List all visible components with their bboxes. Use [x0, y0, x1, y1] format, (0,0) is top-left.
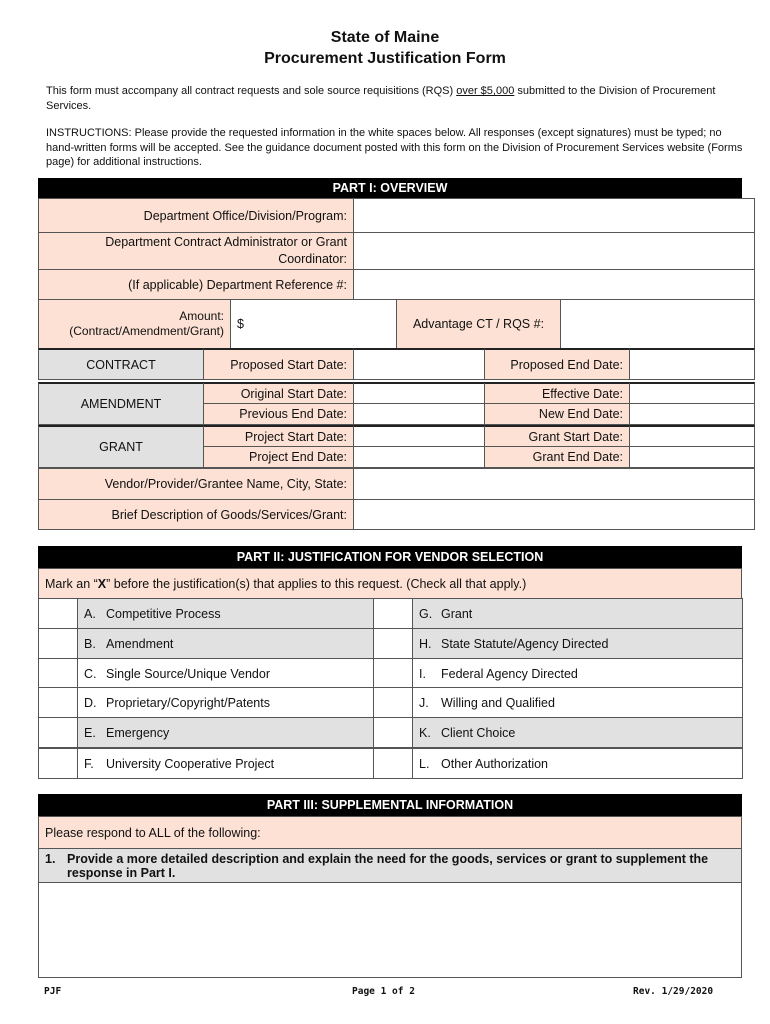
option-key: J.: [419, 695, 429, 710]
checkbox-l[interactable]: [373, 748, 413, 779]
mark-instruction-text-1: Mark an “: [45, 576, 98, 591]
intro-text-2: submitted to the Division of Procurement Services.: [46, 85, 716, 112]
contract-label: CONTRACT: [38, 348, 204, 380]
new-end-label: New End Date:: [484, 403, 630, 425]
option-a: [77, 598, 374, 629]
advantage-label: Advantage CT / RQS #:: [396, 299, 561, 349]
dept-office-input[interactable]: [353, 198, 755, 233]
brief-desc-input[interactable]: [353, 499, 755, 530]
option-k: [412, 717, 743, 748]
option-key: K.: [419, 725, 431, 740]
new-end-input[interactable]: [629, 403, 755, 425]
option-h: [412, 628, 743, 659]
checkbox-d[interactable]: [38, 687, 78, 718]
project-end-label: Project End Date:: [203, 446, 354, 468]
dept-office-label: Department Office/Division/Program:: [38, 198, 354, 233]
checkbox-g[interactable]: [373, 598, 413, 629]
mark-instruction: [38, 568, 742, 599]
vendor-label: Vendor/Provider/Grantee Name, City, State:: [38, 468, 354, 500]
option-label: State Statute/Agency Directed: [441, 636, 609, 651]
checkbox-e[interactable]: [38, 717, 78, 748]
option-key: H.: [419, 636, 432, 651]
dollar-sign: $: [237, 317, 244, 331]
footer-page: Page 1 of 2: [352, 986, 415, 997]
proposed-end-label: Proposed End Date:: [484, 348, 630, 380]
part1-heading: PART I: OVERVIEW: [38, 178, 742, 198]
vendor-input[interactable]: [353, 468, 755, 500]
question-1-response[interactable]: [38, 882, 742, 978]
intro-threshold: over $5,000: [456, 85, 515, 97]
option-g: [412, 598, 743, 629]
option-label: Emergency: [106, 725, 170, 740]
option-label: University Cooperative Project: [106, 756, 275, 771]
option-key: A.: [84, 606, 96, 621]
proposed-start-input[interactable]: [353, 348, 485, 380]
option-e: [77, 717, 374, 748]
question-1: [38, 848, 742, 883]
option-i: [412, 658, 743, 689]
checkbox-k[interactable]: [373, 717, 413, 748]
brief-desc-label: Brief Description of Goods/Services/Grant:: [38, 499, 354, 530]
effective-date-input[interactable]: [629, 382, 755, 404]
mark-x: X: [97, 576, 107, 591]
option-label: Federal Agency Directed: [441, 666, 578, 681]
previous-end-input[interactable]: [353, 403, 485, 425]
option-key: C.: [84, 666, 97, 681]
project-start-input[interactable]: [353, 425, 485, 447]
intro-paragraph: [46, 84, 746, 113]
previous-end-label: Previous End Date:: [203, 403, 354, 425]
original-start-input[interactable]: [353, 382, 485, 404]
amendment-label: AMENDMENT: [38, 382, 204, 425]
option-key: G.: [419, 606, 433, 621]
advantage-input[interactable]: [560, 299, 755, 349]
checkbox-i[interactable]: [373, 658, 413, 689]
option-c: [77, 658, 374, 689]
form-title-state: State of Maine: [330, 29, 440, 46]
option-label: Client Choice: [441, 725, 516, 740]
checkbox-f[interactable]: [38, 748, 78, 779]
option-key: L.: [419, 756, 430, 771]
option-key: F.: [84, 756, 94, 771]
option-label: Competitive Process: [106, 606, 221, 621]
option-l: [412, 748, 743, 779]
form-title: Procurement Justification Form: [264, 50, 506, 67]
footer-form-code: PJF: [44, 986, 62, 997]
mark-instruction-text-2: ” before the justification(s) that applies to this request. (Check all that apply.): [106, 576, 527, 591]
option-label: Grant: [441, 606, 473, 621]
option-key: I.: [419, 666, 426, 681]
checkbox-b[interactable]: [38, 628, 78, 659]
grant-end-label: Grant End Date:: [484, 446, 630, 468]
intro-text-1: This form must accompany all contract requests and sole source requisitions (RQS): [46, 85, 457, 97]
respond-instruction: Please respond to ALL of the following:: [38, 816, 742, 849]
option-label: Single Source/Unique Vendor: [106, 666, 271, 681]
instructions-paragraph: INSTRUCTIONS: Please provide the requested information in the white spaces below. All responses (except signatures) must be typed; no hand-written forms will be accepted. See the guidance document posted with this form on the Division of Procurement Services website (Forms page) for additional instructions.: [46, 127, 743, 168]
option-key: D.: [84, 695, 97, 710]
part3-heading: PART III: SUPPLEMENTAL INFORMATION: [38, 794, 742, 816]
checkbox-j[interactable]: [373, 687, 413, 718]
amount-label: Amount: (Contract/Amendment/Grant): [38, 299, 231, 349]
option-j: [412, 687, 743, 718]
question-1-number: 1.: [45, 852, 56, 866]
option-d: [77, 687, 374, 718]
checkbox-a[interactable]: [38, 598, 78, 629]
option-f: [77, 748, 374, 779]
footer-revision: Rev. 1/29/2020: [633, 986, 714, 997]
option-label: Proprietary/Copyright/Patents: [106, 695, 270, 710]
project-end-input[interactable]: [353, 446, 485, 468]
option-label: Other Authorization: [441, 756, 549, 771]
original-start-label: Original Start Date:: [203, 382, 354, 404]
grant-start-label: Grant Start Date:: [484, 425, 630, 447]
grant-start-input[interactable]: [629, 425, 755, 447]
contract-admin-input[interactable]: [353, 232, 755, 270]
grant-label: GRANT: [38, 425, 204, 468]
grant-end-input[interactable]: [629, 446, 755, 468]
amount-input[interactable]: [230, 299, 397, 349]
dept-ref-input[interactable]: [353, 269, 755, 300]
effective-date-label: Effective Date:: [484, 382, 630, 404]
option-label: Amendment: [106, 636, 174, 651]
option-label: Willing and Qualified: [441, 695, 555, 710]
proposed-end-input[interactable]: [629, 348, 755, 380]
checkbox-c[interactable]: [38, 658, 78, 689]
checkbox-h[interactable]: [373, 628, 413, 659]
option-b: [77, 628, 374, 659]
option-key: B.: [84, 636, 96, 651]
part2-heading: PART II: JUSTIFICATION FOR VENDOR SELECTION: [38, 546, 742, 568]
proposed-start-label: Proposed Start Date:: [203, 348, 354, 380]
option-key: E.: [84, 725, 96, 740]
contract-admin-label: Department Contract Administrator or Grant Coordinator:: [38, 232, 354, 270]
dept-ref-label: (If applicable) Department Reference #:: [38, 269, 354, 300]
project-start-label: Project Start Date:: [203, 425, 354, 447]
question-1-text: Provide a more detailed description and explain the need for the goods, services or grant to supplement the response in Part I.: [67, 852, 709, 880]
